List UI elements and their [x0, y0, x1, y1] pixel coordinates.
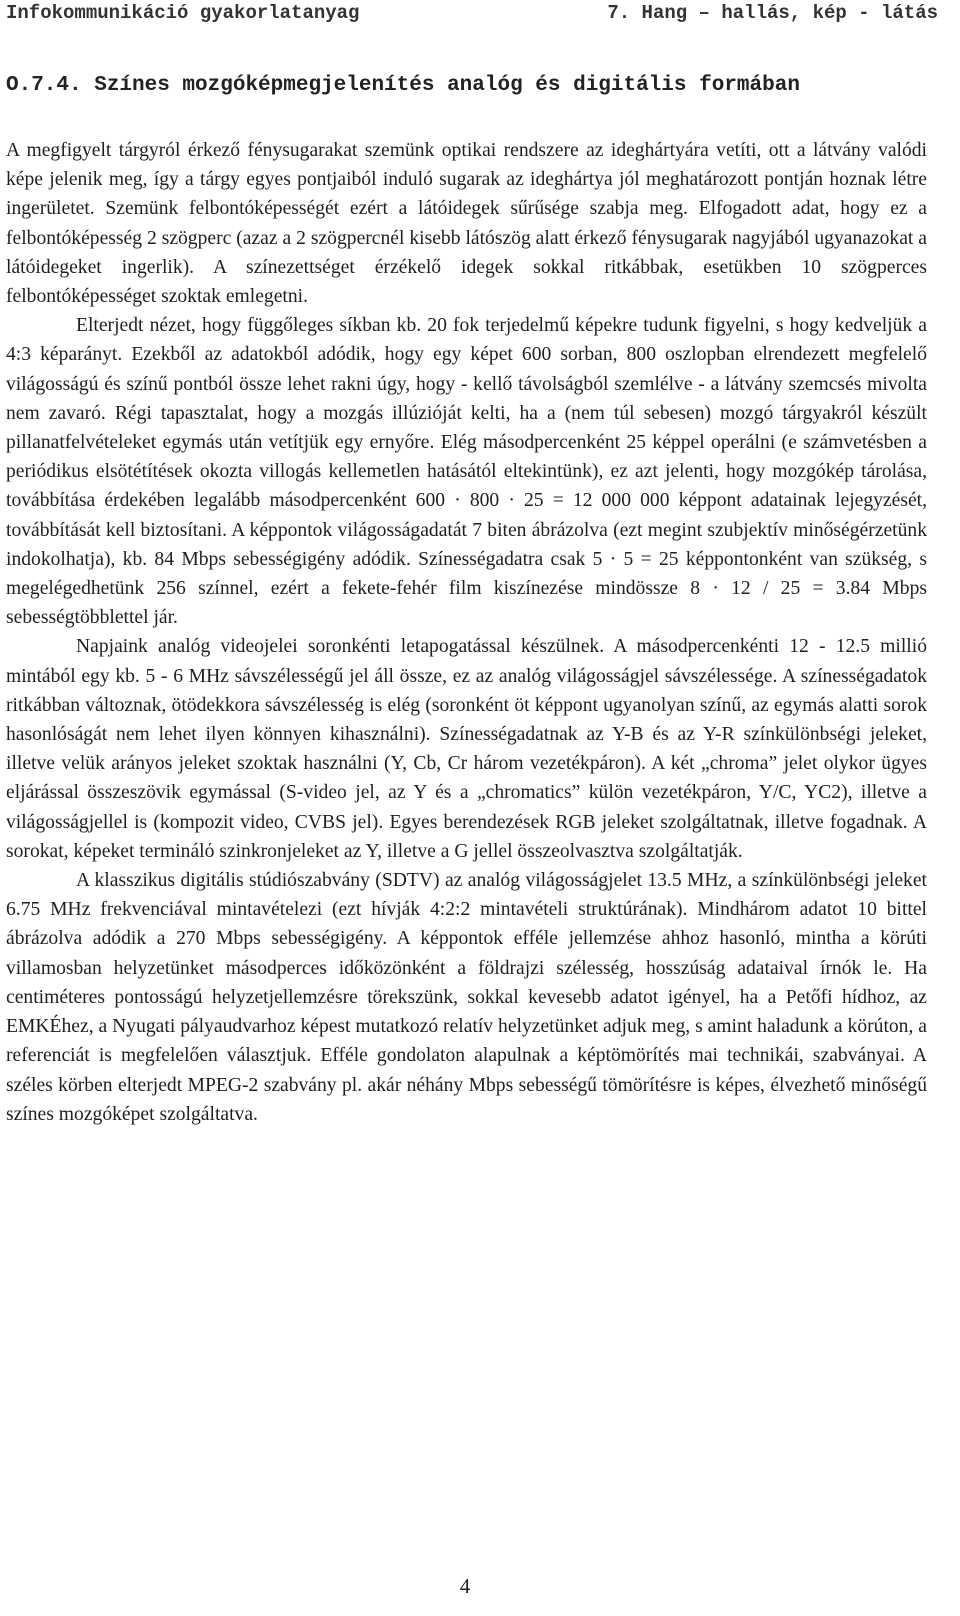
header-course-title: Infokommunikáció gyakorlatanyag — [6, 2, 360, 24]
page-number: 4 — [459, 1574, 471, 1598]
section-title: O.7.4. Színes mozgóképmegjelenítés analóg és digitális formában — [6, 74, 800, 97]
page-header — [0, 0, 960, 30]
body-text — [6, 136, 927, 1129]
paragraph-1: A megfigyelt tárgyról érkező fénysugarakat szemünk optikai rendszere az ideghártyára vetíti, ott a látvány valódi képe jelenik meg, így a tárgy egyes pontjaiból induló sugarak az ideghártya jól meghatározott pontján hoznak létre ingerületet. Szemünk felbontóképességét ezért a látóidegek sűrűsége szabja meg. Elfogadott adat, hogy ez a felbontóképesség 2 szögperc (azaz a 2 szögpercnél kisebb látószög alatt érkező fénysugarak nagyjából ugyanazokat a látóidegeket ingerlik). A színezettséget érzékelő idegek sokkal ritkábbak, esetükben 10 szögperces felbontóképességet szoktak emlegetni. — [6, 140, 927, 308]
paragraph-4: A klasszikus digitális stúdiószabvány (SDTV) az analóg világosságjelet 13.5 MHz, a színkülönbségi jeleket 6.75 MHz frekvenciával mintavételezi (ezt hívják 4:2:2 mintavételi struktúrának). Mindhárom adatot 10 bittel ábrázolva adódik a 270 Mbps sebességigény. A képpontok efféle jellemzése ahhoz hasonló, mintha a körúti villamosban helyzetünket másodperces időközönként a földrajzi szélesség, hosszúság adataival írnók le. Ha centiméteres pontosságú helyzetjellemzésre törekszünk, sokkal kevesebb adatot igényel, ha a Petőfi hídhoz, az EMKÉhez, a Nyugati pályaudvarhoz képest mutatkozó relatív helyzetünket adjuk meg, s amint haladunk a körúton, a referenciát is megfelelően választjuk. Efféle gondolaton alapulnak a képtömörítés mai technikái, szabványai. A széles körben elterjedt MPEG-2 szabvány pl. akár néhány Mbps sebességű tömörítésre is képes, élvezhető minőségű színes mozgóképet szolgáltatva. — [6, 870, 927, 1125]
paragraph-3: Napjaink analóg videojelei soronkénti letapogatással készülnek. A másodpercenkénti 12 - 12.5 millió mintából egy kb. 5 - 6 MHz sávszélességű jel áll össze, ez az analóg világosságjel sávszélessége. A színességadatok ritkábban változnak, ötödekkora sávszélesség is elég (soronként öt képpont ugyanolyan színű, az egymás alatti sorok hasonlóságát nem lehet ilyen könnyen kihasználni). Színességadatnak az Y-B és az Y-R színkülönbségi jeleket, illetve velük arányos jeleket szoktak használni (Y, Cb, Cr három vezetékpáron). A két „chroma” jelet olykor ügyes eljárással összeszövik egymással (S-video jel, az Y és a „chromatics” külön vezetékpáron, Y/C, YC2), illetve a világosságjellel is (kompozit video, CVBS jel). Egyes berendezések RGB jeleket szolgáltatnak, illetve fogadnak. A sorokat, képeket terminálό szinkronjeleket az Y, illetve a G jellel összeolvasztva szolgáltatják. — [6, 636, 927, 862]
header-chapter-title: 7. Hang – hallás, kép - látás — [607, 2, 938, 24]
paragraph-2: Elterjedt nézet, hogy függőleges síkban kb. 20 fok terjedelmű képekre tudunk figyelni, s hogy kedveljük a 4:3 képarányt. Ezekből az adatokból adódik, hogy egy képet 600 sorban, 800 oszlopban elrendezett megfelelő világosságú és színű pontból össze lehet rakni úgy, hogy - kellő távolságból szemlélve - a látvány szemcsés mivolta nem zavaró. Régi tapasztalat, hogy a mozgás illúzióját kelti, ha a (nem túl sebesen) mozgó tárgyakról készült pillanatfelvételeket egymás után vetítjük egy ernyőre. Elég másodpercenként 25 képpel operálni (e számvetésben a periódikus elsötétítések okozta villogás kellemetlen hatásától eltekintünk), ez azt jelenti, hogy mozgókép tárolása, továbbítása érdekében legalább másodpercenként 600 · 800 · 25 = 12 000 000 képpont adatainak lejegyzését, továbbítását kell biztosítani. A képpontok világosságadatát 7 biten ábrázolva (ezt megint szubjektív minőségérzetünk indokolhatja), kb. 84 Mbps sebességigény adódik. Színességadatra csak 5 · 5 = 25 képpontonként van szükség, s megelégedhetünk 256 színnel, ezért a fekete-fehér film kiszínezése mindössze 8 · 12 / 25 = 3.84 Mbps sebességtöbblettel jár. — [6, 315, 927, 629]
